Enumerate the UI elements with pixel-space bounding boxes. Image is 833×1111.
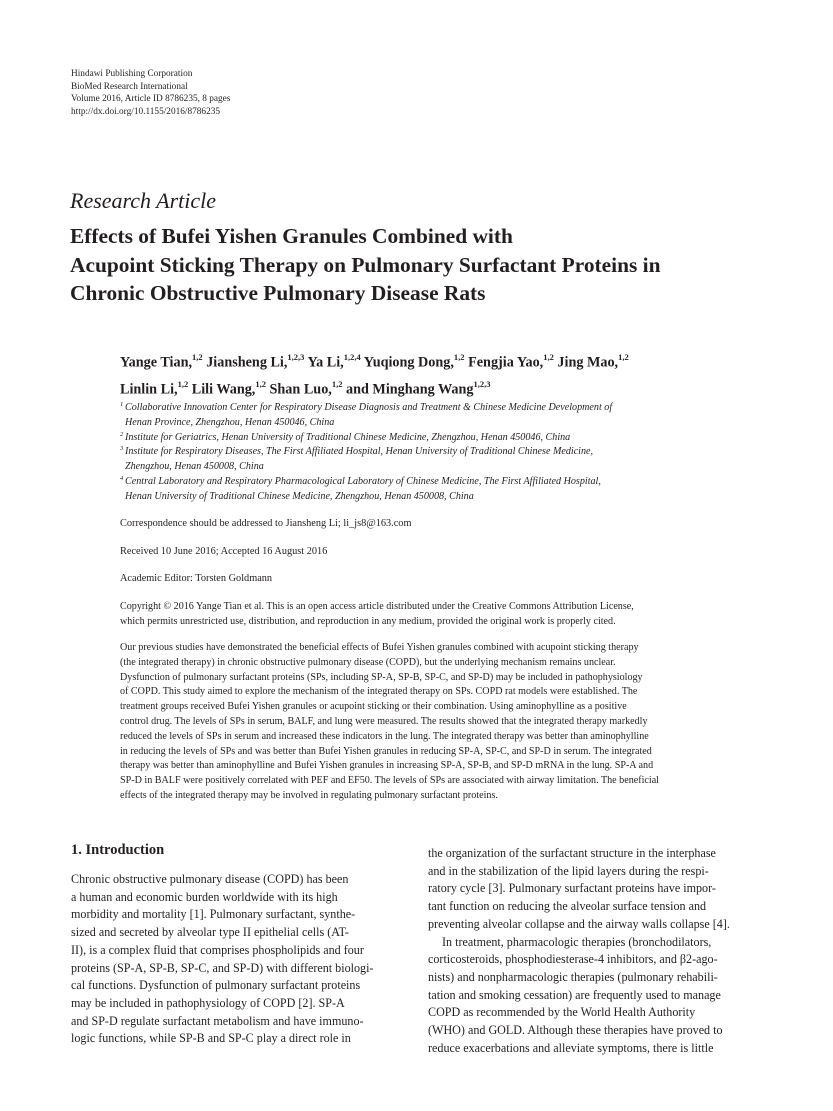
author-affil: 1,2 (618, 352, 629, 362)
affiliation-text: Institute for Geriatrics, Henan University of Traditional Chinese Medicine, Zhengzhou, Henan 450046, China (125, 431, 571, 443)
author-affil: 1,2,3 (473, 378, 491, 389)
article-title (70, 222, 790, 308)
article-type: Research Article (70, 188, 217, 213)
body-line: tant function on reducing the alveolar surface tension and (428, 899, 707, 914)
abstract-line: (the integrated therapy) in chronic obstructive pulmonary disease (COPD), but the underlying mechanism remains unclear. (120, 656, 616, 668)
affiliation-number: 2 (120, 430, 124, 438)
abstract-line: SP-D in BALF were positively correlated with PEF and EF50. The levels of SPs are associated with airway limitation. The beneficial (120, 775, 659, 787)
affiliation-text: Henan Province, Zhengzhou, Henan 450046, China (125, 416, 335, 428)
affiliation-text: Central Laboratory and Respiratory Pharmacological Laboratory of Chinese Medicine, The First Affiliated Hospital, (125, 475, 601, 487)
body-line: and SP-D regulate surfactant metabolism and have immuno- (71, 1013, 364, 1028)
body-line: morbidity and mortality [1]. Pulmonary surfactant, synthe- (71, 907, 356, 922)
author-name: Shan Luo, (269, 381, 332, 398)
body-column-left (71, 871, 406, 1048)
abstract-line: control drug. The levels of SPs in serum, BALF, and lung were measured. The results showed that the integrated therapy markedly (120, 715, 648, 727)
abstract-line: effects of the integrated therapy may be involved in regulating pulmonary surfactant proteins. (120, 789, 498, 801)
author-affil: 1,2 (177, 378, 189, 389)
author-name: Fengjia Yao, (468, 354, 544, 371)
body-line: may be included in pathophysiology of COPD [2]. SP-A (71, 995, 345, 1010)
volume-info: Volume 2016, Article ID 8786235, 8 pages (71, 94, 231, 105)
author-name: Jing Mao, (557, 354, 619, 371)
author-name: Ya Li, (307, 354, 344, 371)
author-affil: 1,2 (331, 378, 343, 389)
body-line: Chronic obstructive pulmonary disease (COPD) has been (71, 872, 349, 886)
author-name: Linlin Li, (120, 381, 178, 398)
body-line: and in the stabilization of the lipid layers during the respi- (428, 863, 709, 878)
affiliation-item (120, 445, 800, 475)
body-line: logic functions, while SP-B and SP-C play a direct role in (71, 1031, 351, 1046)
affiliation-item (120, 431, 800, 446)
affiliation-number: 1 (120, 401, 124, 408)
body-line: sized and secreted by alveolar type II epithelial cells (AT- (71, 925, 349, 940)
journal-name: BioMed Research International (71, 81, 188, 92)
affiliation-list (120, 401, 800, 505)
copyright-line: which permits unrestricted use, distribution, and reproduction in any medium, provided the original work is properly cited. (120, 615, 616, 627)
affiliation-number: 3 (120, 445, 124, 453)
title-line: Acupoint Sticking Therapy on Pulmonary Surfactant Proteins in (70, 252, 661, 277)
publisher-name: Hindawi Publishing Corporation (71, 69, 193, 79)
author-affil: 1,2,4 (343, 352, 361, 362)
body-line: proteins (SP-A, SP-B, SP-C, and SP-D) with different biologi- (71, 960, 374, 975)
body-line: the organization of the surfactant structure in the interphase (428, 846, 716, 860)
affiliation-text: Zhengzhou, Henan 450008, China (125, 461, 264, 473)
section-heading-introduction: 1. Introduction (71, 842, 165, 858)
abstract-line: Dysfunction of pulmonary surfactant proteins (SPs, including SP-A, SP-B, SP-C, and SP-D) may be included in pathophysiology (120, 671, 643, 683)
author-name: and Minghang Wang (346, 381, 474, 398)
body-line: (WHO) and GOLD. Although these therapies have proved to (428, 1023, 723, 1038)
abstract-line: Our previous studies have demonstrated the beneficial effects of Bufei Yishen granules combined with acupoint sticking therapy (120, 642, 639, 653)
abstract-line: treatment groups received Bufei Yishen granules or acupoint sticking or their combination. Using aminophylline as a positive (120, 701, 627, 713)
title-line: Effects of Bufei Yishen Granules Combined with (70, 224, 513, 248)
body-line: cal functions. Dysfunction of pulmonary surfactant proteins (71, 978, 361, 993)
affiliation-text: Institute for Respiratory Diseases, The First Affiliated Hospital, Henan University of Traditional Chinese Medicine, (125, 446, 594, 458)
correspondence: Correspondence should be addressed to Jiansheng Li; li_js8@163.com (120, 518, 412, 529)
affiliation-text: Henan University of Traditional Chinese Medicine, Zhengzhou, Henan 450008, China (125, 490, 474, 502)
body-line: corticosteroids, phosphodiesterase-4 inhibitors, and β2-ago- (428, 952, 718, 967)
body-line: preventing alveolar collapse and the airway walls collapse [4]. (428, 916, 730, 931)
body-line: a human and economic burden worldwide with its high (71, 889, 338, 904)
abstract (120, 641, 764, 804)
abstract-line: of COPD. This study aimed to explore the mechanism of the integrated therapy on SPs. COPD rat models were established. The (120, 686, 638, 698)
author-name: Yange Tian, (120, 354, 193, 371)
body-line: tation and smoking cessation) are frequently used to manage (428, 987, 721, 1002)
author-name: Jiansheng Li, (206, 354, 288, 371)
author-name: Yuqiong Dong, (363, 354, 454, 371)
body-column-right (428, 845, 763, 1057)
copyright-line: Copyright © 2016 Yange Tian et al. This is an open access article distributed under the Creative Commons Attribution License, (120, 601, 634, 612)
received-accepted-dates: Received 10 June 2016; Accepted 16 August 2016 (120, 546, 328, 557)
affiliation-number: 4 (120, 474, 124, 482)
author-affil: 1,2,3 (287, 352, 305, 362)
affiliation-text: Collaborative Innovation Center for Respiratory Disease Diagnosis and Treatment & Chinese Medicine Development of (125, 402, 613, 413)
abstract-line: therapy was better than aminophylline and Bufei Yishen granules in increasing SP-A, SP-B, and SP-D mRNA in the lung. SP-A and (120, 760, 654, 772)
author-affil: 1,2 (255, 378, 266, 389)
author-name: Lili Wang, (191, 381, 256, 398)
body-line: reduce exacerbations and alleviate symptoms, there is little (428, 1040, 714, 1055)
academic-editor: Academic Editor: Torsten Goldmann (120, 573, 273, 584)
journal-header (71, 68, 230, 118)
copyright-notice (120, 600, 764, 630)
body-line: In treatment, pharmacologic therapies (bronchodilators, (442, 934, 712, 949)
body-line: COPD as recommended by the World Health Authority (428, 1005, 696, 1020)
author-affil: 1,2 (453, 352, 465, 362)
abstract-line: reduced the levels of SPs in serum and increased these indicators in the lung. The integrated therapy was better than aminophylline (120, 730, 649, 742)
doi-link[interactable]: http://dx.doi.org/10.1155/2016/8786235 (71, 106, 221, 117)
abstract-line: in reducing the levels of SPs and was better than Bufei Yishen granules in reducing SP-A, SP-C, and SP-D in serum. The integrated (120, 745, 652, 757)
author-list (120, 347, 800, 400)
body-line: nists) and nonpharmacologic therapies (pulmonary rehabili- (428, 969, 718, 984)
author-affil: 1,2 (192, 352, 203, 362)
affiliation-item (120, 401, 800, 431)
body-line: ratory cycle [3]. Pulmonary surfactant proteins have impor- (428, 881, 716, 896)
affiliation-item (120, 475, 800, 505)
title-line: Chronic Obstructive Pulmonary Disease Rats (70, 281, 486, 305)
body-line: II), is a complex fluid that comprises phospholipids and four (71, 942, 364, 957)
author-affil: 1,2 (543, 352, 554, 362)
